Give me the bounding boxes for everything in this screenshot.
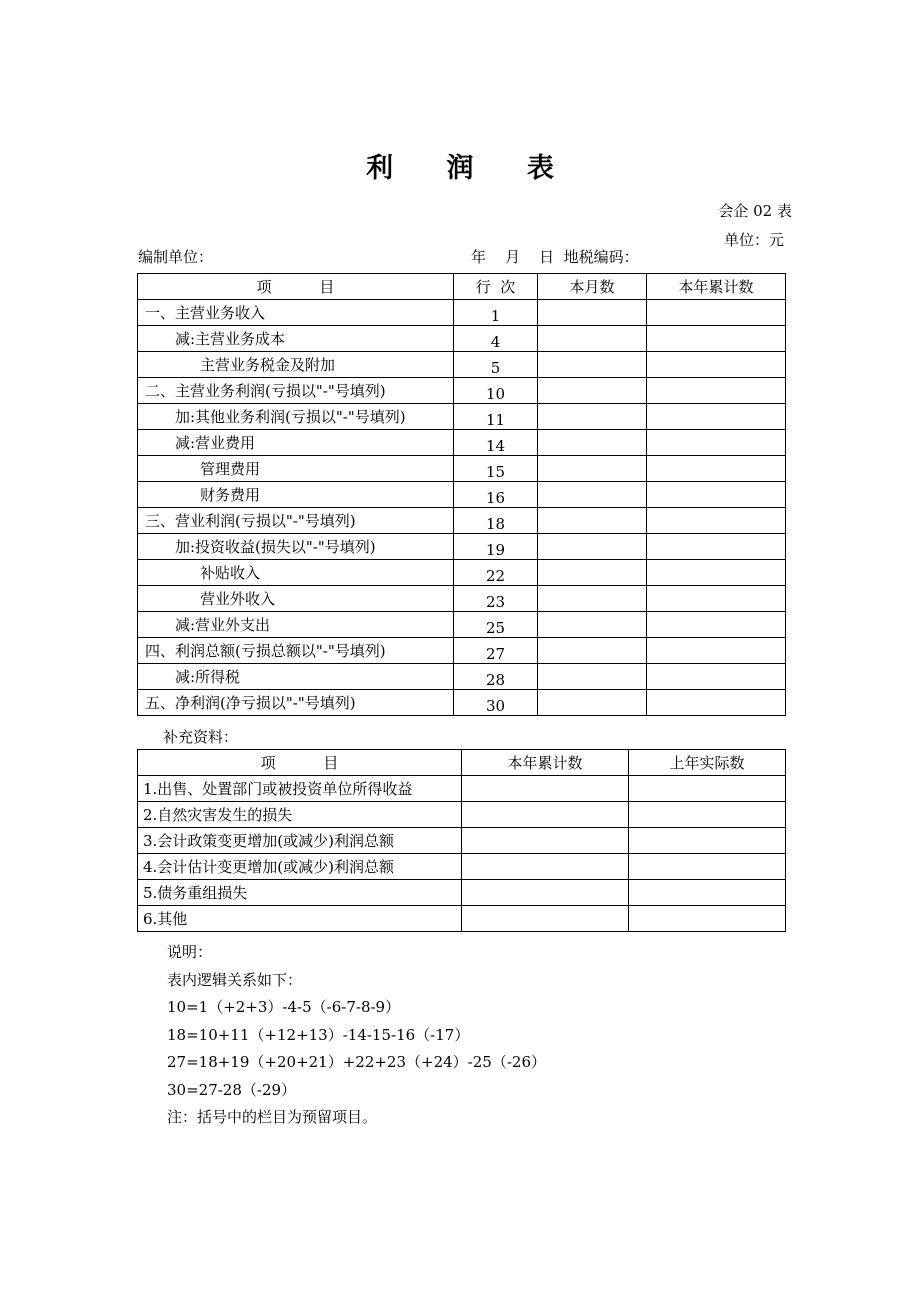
supplement-row [138,880,786,906]
cell-supp-last-year[interactable] [629,828,786,854]
cell-this-month[interactable] [538,690,647,716]
row-line-number: 4 [454,326,538,352]
cell-this-month[interactable] [538,326,647,352]
header-this-month: 本月数 [538,274,647,300]
supp-item-label: 4.会计估计变更增加(或减少)利润总额 [138,854,462,880]
row-line-number: 10 [454,378,538,404]
cell-ytd[interactable] [647,482,786,508]
row-item-label: 补贴收入 [138,560,454,586]
cell-this-month[interactable] [538,612,647,638]
date-tax-code-line: 年 月 日 地税编码： [471,248,639,266]
row-item-label: 一、主营业务收入 [138,300,454,326]
note-line: 注：括号中的栏目为预留项目。 [167,1108,378,1126]
table-row [138,352,786,378]
row-line-number: 28 [454,664,538,690]
cell-supp-ytd[interactable] [462,854,629,880]
row-item-label: 减:所得税 [138,664,454,690]
row-line-number: 18 [454,508,538,534]
row-item-label: 财务费用 [138,482,454,508]
cell-this-month[interactable] [538,482,647,508]
table-row [138,378,786,404]
row-item-label: 减:营业外支出 [138,612,454,638]
note-line: 10=1（+2+3）-4-5（-6-7-8-9） [167,998,401,1016]
cell-supp-ytd[interactable] [462,828,629,854]
row-line-number: 19 [454,534,538,560]
cell-this-month[interactable] [538,300,647,326]
page-title: 利 润 表 [366,153,576,184]
supp-header-ytd: 本年累计数 [462,750,629,776]
cell-ytd[interactable] [647,508,786,534]
header-ytd: 本年累计数 [647,274,786,300]
row-line-number: 1 [454,300,538,326]
cell-this-month[interactable] [538,456,647,482]
table-row [138,612,786,638]
row-item-label: 五、净利润(净亏损以"-"号填列) [138,690,454,716]
supp-header-item: 项 目 [138,750,462,776]
cell-this-month[interactable] [538,378,647,404]
table-row [138,482,786,508]
cell-this-month[interactable] [538,560,647,586]
cell-ytd[interactable] [647,430,786,456]
supplement-row [138,776,786,802]
cell-ytd[interactable] [647,456,786,482]
supp-item-label: 1.出售、处置部门或被投资单位所得收益 [138,776,462,802]
note-line: 30=27-28（-29） [167,1080,297,1099]
note-line: 说明： [167,943,213,961]
supp-header-last-year: 上年实际数 [629,750,786,776]
cell-supp-ytd[interactable] [462,776,629,802]
cell-this-month[interactable] [538,430,647,456]
supp-item-label: 3.会计政策变更增加(或减少)利润总额 [138,828,462,854]
cell-this-month[interactable] [538,638,647,664]
table-row [138,456,786,482]
cell-this-month[interactable] [538,534,647,560]
cell-ytd[interactable] [647,638,786,664]
cell-this-month[interactable] [538,404,647,430]
note-line: 18=10+11（+12+13）-14-15-16（-17） [167,1025,470,1044]
supplement-label: 补充资料： [163,728,239,746]
table-row [138,586,786,612]
row-line-number: 25 [454,612,538,638]
compiler-label: 编制单位： [138,248,214,266]
row-item-label: 减:营业费用 [138,430,454,456]
row-item-label: 减:主营业务成本 [138,326,454,352]
currency-unit: 单位：元 [723,231,784,249]
table-row [138,534,786,560]
cell-supp-ytd[interactable] [462,802,629,828]
supp-item-label: 2.自然灾害发生的损失 [138,802,462,828]
row-line-number: 30 [454,690,538,716]
cell-supp-last-year[interactable] [629,802,786,828]
table-row [138,638,786,664]
supplement-row [138,906,786,932]
cell-ytd[interactable] [647,586,786,612]
supplement-row [138,828,786,854]
cell-ytd[interactable] [647,690,786,716]
cell-supp-last-year[interactable] [629,880,786,906]
note-line: 表内逻辑关系如下： [167,970,303,989]
notes-section [167,939,546,1132]
cell-ytd[interactable] [647,404,786,430]
table-row [138,326,786,352]
row-item-label: 二、主营业务利润(亏损以"-"号填列) [138,378,454,404]
cell-ytd[interactable] [647,352,786,378]
row-line-number: 27 [454,638,538,664]
row-line-number: 5 [454,352,538,378]
row-item-label: 三、营业利润(亏损以"-"号填列) [138,508,454,534]
row-item-label: 四、利润总额(亏损总额以"-"号填列) [138,638,454,664]
supplement-row [138,854,786,880]
row-line-number: 22 [454,560,538,586]
cell-ytd[interactable] [647,664,786,690]
row-line-number: 11 [454,404,538,430]
table-row [138,664,786,690]
row-line-number: 23 [454,586,538,612]
table-row [138,430,786,456]
form-code: 会企 02 表 [718,202,792,220]
header-line-no: 行 次 [454,274,538,300]
row-item-label: 营业外收入 [138,586,454,612]
cell-ytd[interactable] [647,534,786,560]
cell-ytd[interactable] [647,326,786,352]
table-header-row [138,274,786,300]
note-line: 27=18+19（+20+21）+22+23（+24）-25（-26） [167,1053,546,1071]
cell-supp-last-year[interactable] [629,854,786,880]
cell-supp-ytd[interactable] [462,906,629,932]
supp-item-label: 5.债务重组损失 [138,880,462,906]
cell-supp-last-year[interactable] [629,906,786,932]
table-row [138,690,786,716]
cell-this-month[interactable] [538,664,647,690]
header-item: 项 目 [138,274,454,300]
row-item-label: 加:其他业务利润(亏损以"-"号填列) [138,404,454,430]
cell-this-month[interactable] [538,352,647,378]
row-item-label: 主营业务税金及附加 [138,352,454,378]
cell-ytd[interactable] [647,560,786,586]
table-row [138,508,786,534]
table-row [138,560,786,586]
supplement-header-row [138,750,786,776]
cell-ytd[interactable] [647,378,786,404]
income-statement-table [137,273,786,716]
row-line-number: 14 [454,430,538,456]
cell-supp-ytd[interactable] [462,880,629,906]
supplement-table [137,749,786,932]
row-item-label: 加:投资收益(损失以"-"号填列) [138,534,454,560]
cell-this-month[interactable] [538,508,647,534]
table-row [138,404,786,430]
cell-supp-last-year[interactable] [629,776,786,802]
row-line-number: 16 [454,482,538,508]
row-line-number: 15 [454,456,538,482]
cell-ytd[interactable] [647,300,786,326]
supplement-row [138,802,786,828]
cell-this-month[interactable] [538,586,647,612]
row-item-label: 管理费用 [138,456,454,482]
table-row [138,300,786,326]
supp-item-label: 6.其他 [138,906,462,932]
cell-ytd[interactable] [647,612,786,638]
